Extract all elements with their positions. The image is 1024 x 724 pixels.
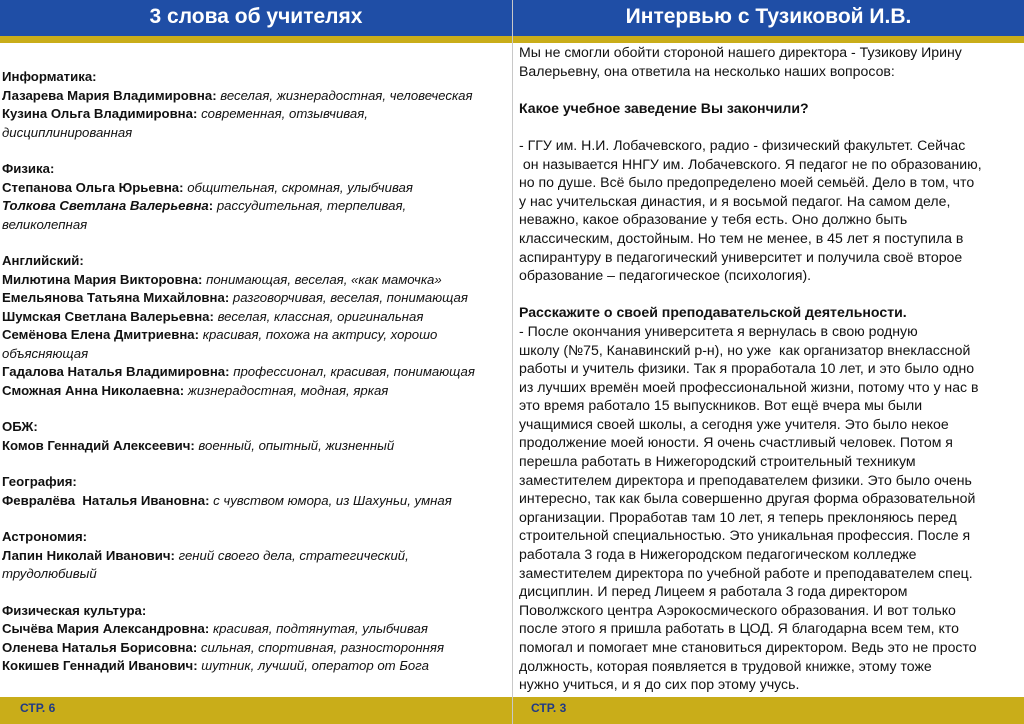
teacher-name: Сычёва Мария Александровна [2, 621, 205, 636]
teacher-traits: понимающая, веселая, «как мамочка» [206, 271, 442, 287]
left-page-title: 3 слова об учителях [0, 0, 512, 36]
teacher-entry: Шумская Светлана Валерьевна: веселая, классная, оригинальная [2, 308, 424, 324]
subject-heading: Физическая культура: [2, 602, 147, 618]
answer-line: образование – педагогическое (психология). [519, 267, 812, 284]
teacher-name: Толкова Светлана Валерьевна [2, 198, 209, 213]
teacher-entry: Семёнова Елена Дмитриевна: красивая, похожа на актрису, хорошо объясняющая [2, 327, 438, 361]
answer-line: помогал и помогает мне становиться директором. Ведь это не просто [519, 639, 977, 655]
answer-line: заместителем директора по учебной работе и преподавателем спец. [519, 564, 973, 581]
teacher-entry: Лапин Николай Иванович: гений своего дела, стратегический, трудолюбивый [2, 547, 409, 581]
answer-line: строительной специальностью. Это уникальная профессия. После я [519, 527, 971, 544]
teacher-name: Сможная Анна Николаевна [2, 382, 180, 398]
answer-line: нужно учиться, и я до сих пор этому учусь. [519, 676, 800, 693]
teacher-traits: гений своего дела, стратегический, трудолюбивый [2, 547, 409, 581]
teacher-name: Емельянова Татьяна Михайловна [2, 290, 225, 305]
answer-line: продолжение моей юности. Я очень счастливый человек. Потом я [519, 434, 953, 451]
subject-heading: ОБЖ: [2, 419, 38, 434]
teacher-traits: шутник, лучший, оператор от Бога [201, 658, 429, 673]
right-page-title: Интервью с Тузиковой И.В. [513, 0, 1024, 36]
answer-line: учащимися своей школы, а сегодня уже учителя. Это было некое [519, 415, 949, 432]
answer-line: это время работало 15 выпускников. Вот ещё вчера мы были [519, 397, 923, 414]
teacher-entry: Оленева Наталья Борисовна: сильная, спортивная, разносторонняя [2, 639, 444, 655]
answer-line: работы и учитель физики. Так я проработала 10 лет, и это было одно [519, 360, 975, 377]
answer-line: неважно, какое образование у тебя есть. Оно должно быть [519, 211, 908, 228]
right-page-number: СТР. 3 [531, 701, 567, 715]
teacher-name: Гадалова Наталья Владимировна [2, 364, 226, 379]
teacher-name: Милютина Мария Викторовна [2, 271, 199, 287]
right-top-stripe [513, 36, 1024, 43]
teacher-traits: жизнерадостная, модная, яркая [187, 382, 389, 398]
answer-line: школу (№75, Канавинский р-н), но уже как организатор внеклассной [519, 341, 971, 358]
teacher-entry: Комов Геннадий Алексеевич: военный, опытный, жизненный [2, 437, 395, 453]
answer-line: организации. Проработав там 10 лет, я теперь преклоняюсь перед [519, 508, 957, 525]
teacher-traits: с чувством юмора, из Шахуньи, умная [213, 492, 452, 508]
teacher-entry: Толкова Светлана Валерьевна: рассудительная, терпеливая, великолепная [2, 198, 407, 232]
answer-line: - ГГУ им. Н.И. Лобачевского, радио - физический факультет. Сейчас [519, 136, 966, 153]
answer-line: из лучших времён моей профессиональной жизни, потому что у нас в [519, 378, 979, 395]
answer-line: после этого я пришла работать в ЦОД. Я благодарна всем тем, кто [519, 620, 959, 637]
subject-heading: Информатика: [2, 69, 97, 84]
left-bottom-bar [0, 697, 512, 724]
teacher-traits: сильная, спортивная, разносторонняя [200, 639, 444, 655]
subject-heading: Астрономия: [2, 529, 88, 544]
teacher-entry: Милютина Мария Викторовна: понимающая, веселая, «как мамочка» [2, 271, 442, 287]
teacher-name: Февралёва Наталья Ивановна [2, 492, 206, 508]
answer-line: у нас учительская династия, и я восьмой педагог. На самом деле, [519, 192, 951, 209]
teacher-entry: Степанова Ольга Юрьевна: общительная, скромная, улыбчивая [2, 179, 413, 195]
right-bottom-bar [513, 697, 1024, 724]
answer-line: перешла работать в Нижегородский строительный техникум [519, 453, 916, 470]
interview-question: Расскажите о своей преподавательской деятельности. [519, 304, 907, 321]
answer-line: дисциплин. И перед Лицеем я работала 3 года директором [519, 583, 908, 600]
teacher-entry: Гадалова Наталья Владимировна: профессионал, красивая, понимающая [2, 364, 475, 379]
answer-line: интересно, так как была совершенно другая форма образовательной [519, 490, 976, 507]
intro-line: Валерьевну, она ответила на несколько наших вопросов: [519, 62, 895, 79]
answer-line: но по душе. Всё было предопределено моей семьёй. Дело в том, что [519, 174, 975, 191]
subject-heading: Физика: [2, 161, 55, 176]
answer-line: должность, которая появляется в трудовой книжке, этому тоже [519, 657, 932, 674]
left-top-stripe [0, 36, 512, 43]
teacher-entry: Сможная Анна Николаевна: жизнерадостная, модная, яркая [2, 382, 389, 398]
subject-heading: География: [2, 474, 77, 489]
teacher-name: Кокишев Геннадий Иванович [2, 658, 194, 673]
teacher-entry: Кузина Ольга Владимировна: современная, отзывчивая, дисциплинированная [2, 106, 368, 140]
answer-line: заместителем директора и преподавателем физики. Это было очень [519, 471, 972, 488]
interview-question: Какое учебное заведение Вы закончили? [519, 99, 809, 116]
teacher-traits: разговорчивая, веселая, понимающая [232, 290, 468, 305]
teacher-traits: профессионал, красивая, понимающая [233, 364, 475, 379]
interview-article [519, 43, 1024, 694]
teacher-entry: Сычёва Мария Александровна: красивая, подтянутая, улыбчивая [2, 621, 428, 636]
answer-line: он называется ННГУ им. Лобачевского. Я педагог не по образованию, [519, 155, 982, 172]
intro-line: Мы не смогли обойти стороной нашего директора - Тузикову Ирину [519, 44, 962, 60]
teacher-traits: общительная, скромная, улыбчивая [187, 179, 413, 195]
answer-line: аспирантуру в педагогический университет и получила своё второе [519, 248, 963, 265]
teachers-list [2, 68, 512, 676]
teacher-entry: Лазарева Мария Владимировна: веселая, жизнерадостная, человеческая [2, 87, 473, 103]
teacher-name: Лапин Николай Иванович [2, 547, 171, 563]
teacher-entry: Февралёва Наталья Ивановна: с чувством юмора, из Шахуньи, умная [2, 492, 452, 508]
teacher-traits: веселая, жизнерадостная, человеческая [220, 87, 473, 103]
teacher-name: Лазарева Мария Владимировна [2, 87, 213, 103]
answer-line: Поволжского центра Аэрокосмического образования. И вот только [519, 601, 956, 618]
right-page [513, 0, 1024, 724]
teacher-traits: красивая, подтянутая, улыбчивая [212, 621, 428, 636]
teacher-name: Семёнова Елена Дмитриевна [2, 327, 195, 342]
answer-line: классическим, достойным. Но тем не менее, в 45 лет я поступила в [519, 229, 964, 246]
teacher-name: Комов Геннадий Алексеевич [2, 437, 191, 453]
teacher-name: Оленева Наталья Борисовна [2, 639, 193, 655]
teacher-traits: современная, отзывчивая, дисциплинированная [2, 106, 368, 140]
teacher-entry: Емельянова Татьяна Михайловна: разговорчивая, веселая, понимающая [2, 290, 468, 305]
teacher-name: Степанова Ольга Юрьевна [2, 179, 180, 195]
teacher-traits: красивая, похожа на актрису, хорошо объясняющая [2, 327, 438, 361]
subject-heading: Английский: [2, 253, 84, 268]
answer-line: работала 3 года в Нижегородском педагогическом колледже [519, 546, 917, 563]
teacher-entry: Кокишев Геннадий Иванович: шутник, лучший, оператор от Бога [2, 658, 429, 673]
teacher-traits: рассудительная, терпеливая, великолепная [2, 198, 407, 232]
teacher-traits: военный, опытный, жизненный [198, 437, 395, 453]
teacher-traits: веселая, классная, оригинальная [217, 308, 424, 324]
teacher-name: Кузина Ольга Владимировна [2, 106, 193, 121]
answer-line: - После окончания университета я вернулась в свою родную [519, 322, 918, 339]
left-page-number: СТР. 6 [20, 701, 56, 715]
teacher-name: Шумская Светлана Валерьевна [2, 308, 210, 324]
